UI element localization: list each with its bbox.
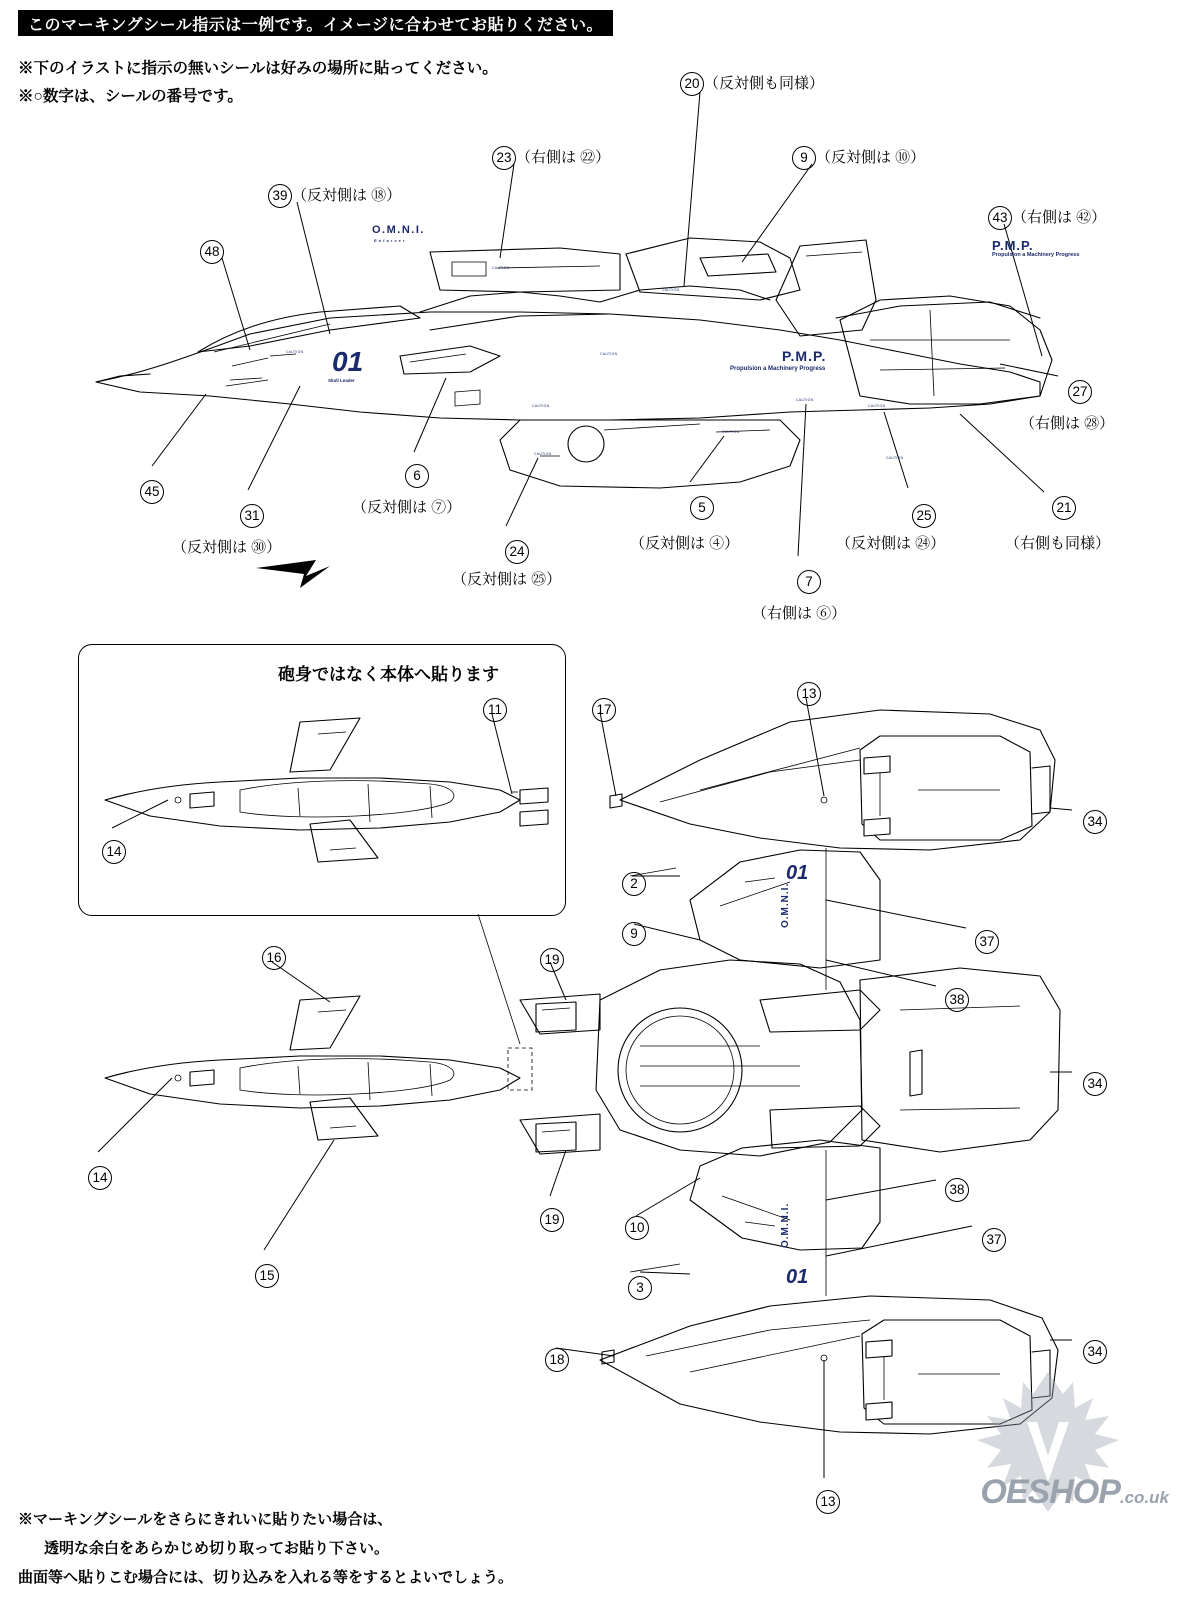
- callout-9-top: [792, 146, 925, 170]
- callout-number: 34: [1083, 1340, 1107, 1364]
- callout-38-lower: [945, 1178, 969, 1202]
- decal-caution-10: CAUTION: [286, 350, 304, 354]
- decal-caution-7: CAUTION: [886, 456, 904, 460]
- callout-number: 20: [680, 72, 704, 96]
- callout-number: 31: [240, 504, 264, 528]
- callout-number: 48: [200, 240, 224, 264]
- callout-suffix: （右側は ㉒）: [516, 149, 611, 166]
- callout-10: [625, 1216, 649, 1240]
- decal-caution-4: CAUTION: [534, 452, 552, 456]
- callout-number: 37: [975, 930, 999, 954]
- callout-19-upper: [540, 948, 564, 972]
- callout-25-suffix: [452, 568, 561, 589]
- decal-caution-3: CAUTION: [722, 430, 740, 434]
- callout-number: 19: [540, 1208, 564, 1232]
- footer-line-2: 透明な余白をあらかじめ切り取ってお貼り下さい。: [44, 1540, 390, 1557]
- callout-suffix: （反対側は ㉕）: [452, 571, 562, 588]
- callout-13-upper: [797, 682, 821, 706]
- callout-number: 2: [622, 872, 646, 896]
- callout-number: 13: [816, 1490, 840, 1514]
- decal-caution-2: CAUTION: [532, 404, 550, 408]
- decal-pmp-top: P.M.P.: [992, 238, 1034, 253]
- decal-pmp-side: P.M.P.: [782, 348, 827, 364]
- callout-14-plan: [88, 1166, 112, 1190]
- callout-number: 9: [622, 922, 646, 946]
- callout-number: 6: [405, 464, 429, 488]
- callout-suffix: （右側は ㊷）: [1012, 209, 1107, 226]
- callout-39: [268, 184, 401, 208]
- callout-suffix: （右側は ⑥）: [752, 605, 847, 622]
- detail-caption: 砲身ではなく本体へ貼ります: [278, 665, 499, 684]
- note-line-2: ※○数字は、シールの番号です。: [18, 88, 243, 105]
- callout-17: [592, 698, 616, 722]
- watermark-text: [980, 1473, 1169, 1512]
- decal-number-plan-upper: 01: [786, 862, 809, 884]
- callout-number: 25: [912, 504, 936, 528]
- callout-number: 34: [1083, 1072, 1107, 1096]
- callout-number: 37: [982, 1228, 1006, 1252]
- callout-25: [912, 504, 936, 528]
- callout-14-detail: [102, 840, 126, 864]
- callout-21-suffix: [1005, 532, 1110, 553]
- callout-15: [255, 1264, 279, 1288]
- callout-number: 24: [505, 540, 529, 564]
- callout-38-upper: [945, 988, 969, 1012]
- callout-number: 38: [945, 988, 969, 1012]
- callout-23: [492, 146, 610, 170]
- callout-suffix: （反対側は ⑦）: [352, 499, 462, 516]
- callout-number: 16: [262, 946, 286, 970]
- footer-line-3: 曲面等へ貼りこむ場合には、切り込みを入れる等をするとよいでしょう。: [18, 1569, 514, 1586]
- callout-11: [483, 698, 507, 722]
- callout-number: 11: [483, 698, 507, 722]
- callout-31: [240, 504, 264, 528]
- decal-omni-top-sub: Enforcer: [374, 238, 407, 243]
- callout-suffix: （反対側は ④）: [630, 535, 740, 552]
- decal-caution-8: CAUTION: [492, 266, 510, 270]
- callout-number: 27: [1068, 380, 1092, 404]
- callout-48: [200, 240, 224, 264]
- decal-caution-9: CAUTION: [662, 288, 680, 292]
- callout-suffix: （右側も同様）: [1005, 535, 1111, 552]
- callout-45: [140, 480, 164, 504]
- callout-number: 13: [797, 682, 821, 706]
- callout-6: [405, 464, 429, 488]
- decal-pmp-side-sub: Propulsion a Machinery Progress: [730, 366, 826, 372]
- callout-number: 23: [492, 146, 516, 170]
- callout-37-lower: [982, 1228, 1006, 1252]
- callout-18: [545, 1348, 569, 1372]
- callout-number: 7: [797, 570, 821, 594]
- watermark-tld: .co.uk: [1119, 1488, 1169, 1507]
- callout-5: [690, 496, 714, 520]
- callout-34-lower: [1083, 1340, 1107, 1364]
- callout-number: 38: [945, 1178, 969, 1202]
- callout-34-upper: [1083, 810, 1107, 834]
- callout-3: [628, 1276, 652, 1300]
- callout-number: 9: [792, 146, 816, 170]
- decal-omni-plan-upper: O.M.N.I.: [780, 882, 791, 928]
- callout-24-suffix: [836, 532, 945, 553]
- decal-caution-1: CAUTION: [600, 352, 618, 356]
- callout-number: 14: [88, 1166, 112, 1190]
- callout-21: [1052, 496, 1076, 520]
- callout-number: 5: [690, 496, 714, 520]
- callout-6-right: [752, 602, 846, 623]
- callout-number: 10: [625, 1216, 649, 1240]
- callout-number: 15: [255, 1264, 279, 1288]
- callout-27: [1068, 380, 1092, 404]
- decal-number-plan-lower: 01: [786, 1266, 809, 1288]
- callout-16: [262, 946, 286, 970]
- decal-caution-5: CAUTION: [796, 398, 814, 402]
- page-title: このマーキングシール指示は一例です。イメージに合わせてお貼りください。: [18, 10, 613, 36]
- callout-number: 3: [628, 1276, 652, 1300]
- callout-2: [622, 872, 646, 896]
- callout-suffix: （反対側も同様）: [704, 75, 825, 92]
- callout-number: 17: [592, 698, 616, 722]
- callout-suffix: （反対側は ⑩）: [816, 149, 926, 166]
- callout-suffix: （反対側は ㉔）: [836, 535, 946, 552]
- callout-number: 34: [1083, 810, 1107, 834]
- decal-caution-6: CAUTION: [868, 404, 886, 408]
- callout-28: [1020, 412, 1114, 433]
- callout-number: 43: [988, 206, 1012, 230]
- callout-43: [988, 206, 1106, 230]
- callout-number: 19: [540, 948, 564, 972]
- callout-suffix: （反対側は ㉚）: [172, 539, 282, 556]
- callout-4-suffix: [630, 532, 739, 553]
- callout-suffix: （反対側は ⑱）: [292, 187, 402, 204]
- footer-line-1: ※マーキングシールをさらにきれいに貼りたい場合は、: [18, 1511, 393, 1528]
- callout-7: [797, 570, 821, 594]
- watermark-name: OESHOP: [980, 1473, 1120, 1511]
- callout-19-lower: [540, 1208, 564, 1232]
- footer-notes: [18, 1505, 513, 1592]
- note-line-1: ※下のイラストに指示の無いシールは好みの場所に貼ってください。: [18, 60, 498, 77]
- callout-number: 45: [140, 480, 164, 504]
- decal-pmp-top-sub: Propulsion a Machinery Progress: [992, 252, 1080, 258]
- decal-omni-top: O.M.N.I.: [372, 224, 425, 236]
- callout-34-mid: [1083, 1072, 1107, 1096]
- callout-37-upper: [975, 930, 999, 954]
- callout-9-plan: [622, 922, 646, 946]
- callout-number: 14: [102, 840, 126, 864]
- callout-20: [680, 72, 824, 96]
- callout-suffix: （右側は ㉘）: [1020, 415, 1115, 432]
- callout-7-suffix: [352, 496, 461, 517]
- callout-number: 39: [268, 184, 292, 208]
- decal-number-side-sub: Skull Leader: [328, 378, 355, 383]
- decal-omni-plan-lower: O.M.N.I.: [780, 1202, 791, 1248]
- callout-number: 18: [545, 1348, 569, 1372]
- callout-number: 21: [1052, 496, 1076, 520]
- decal-number-side: 01: [332, 346, 364, 377]
- callout-24: [505, 540, 529, 564]
- callout-13-lower: [816, 1490, 840, 1514]
- callout-30-suffix: [172, 536, 281, 557]
